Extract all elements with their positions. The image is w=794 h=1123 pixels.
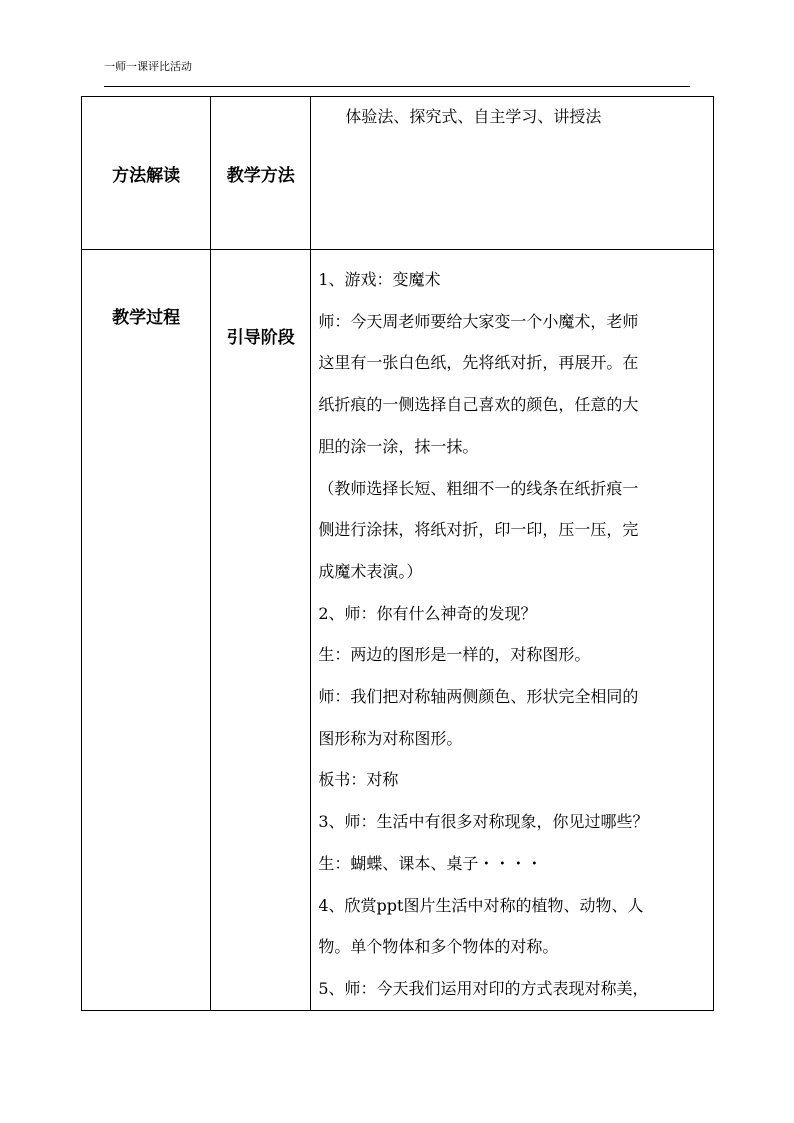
table-row-method bbox=[82, 97, 714, 250]
content-line: 侧进行涂抹，将纸对折，印一印，压一压，完 bbox=[318, 520, 639, 540]
content-line: 生：蝴蝶、课本、桌子・・・・ bbox=[318, 853, 543, 873]
content-line: 这里有一张白色纸，先将纸对折，再展开。在 bbox=[318, 353, 639, 373]
content-line: 4、欣赏ppt图片生活中对称的植物、动物、人 bbox=[318, 895, 644, 915]
subsection-label: 引导阶段 bbox=[226, 328, 295, 348]
content-line: 5、师：今天我们运用对印的方式表现对称美， bbox=[318, 978, 649, 998]
section-label: 教学过程 bbox=[112, 308, 181, 328]
content-line: （教师选择长短、粗细不一的线条在纸折痕一 bbox=[318, 478, 639, 498]
cell-process-section bbox=[82, 250, 211, 1011]
content-line: 物。单个物体和多个物体的对称。 bbox=[318, 937, 559, 957]
content-line: 纸折痕的一侧选择自己喜欢的颜色，任意的大 bbox=[318, 395, 639, 415]
cell-process-content bbox=[311, 250, 714, 1011]
lesson-table bbox=[81, 96, 714, 1011]
table-row-process bbox=[82, 250, 714, 1011]
cell-method-type bbox=[211, 97, 311, 250]
content-line: 2、师：你有什么神奇的发现？ bbox=[318, 603, 537, 623]
content-line: 胆的涂一涂，抹一抹。 bbox=[318, 436, 479, 456]
header-divider bbox=[104, 86, 690, 87]
cell-process-stage bbox=[211, 250, 311, 1011]
content-line: 1、游戏：变魔术 bbox=[318, 270, 441, 289]
methods-text: 体验法、探究式、自主学习、讲授法 bbox=[345, 107, 602, 126]
page-header: 一师一课评比活动 bbox=[104, 60, 192, 73]
content-line: 生：两边的图形是一样的，对称图形。 bbox=[318, 645, 591, 665]
cell-method-section bbox=[82, 97, 211, 250]
content-line: 成魔术表演。） bbox=[318, 561, 423, 581]
section-label: 方法解读 bbox=[112, 165, 181, 186]
process-content bbox=[311, 250, 713, 1010]
content-line: 图形称为对称图形。 bbox=[318, 728, 463, 748]
content-line: 师：我们把对称轴两侧颜色、形状完全相同的 bbox=[318, 687, 639, 707]
content-line: 3、师：生活中有很多对称现象，你见过哪些？ bbox=[318, 812, 649, 832]
content-line: 师：今天周老师要给大家变一个小魔术，老师 bbox=[318, 311, 639, 331]
content-line: 板书：对称 bbox=[318, 770, 399, 790]
subsection-label: 教学方法 bbox=[226, 165, 295, 186]
cell-method-content bbox=[311, 97, 714, 250]
